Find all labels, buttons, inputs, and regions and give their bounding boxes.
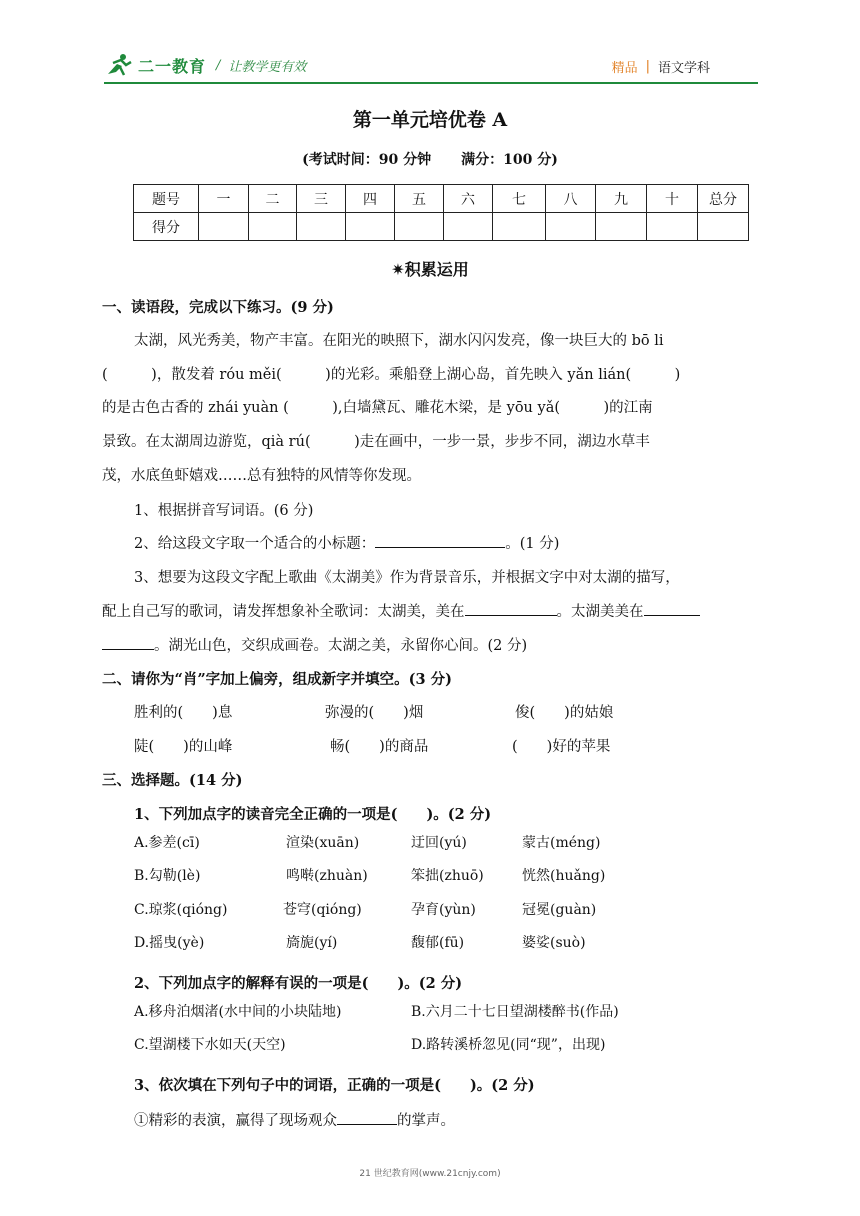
score-input-cell[interactable]: [199, 213, 249, 241]
score-cell: 九: [596, 185, 647, 213]
score-input-cell[interactable]: [444, 213, 493, 241]
q1-sub2: [134, 532, 559, 553]
q2-item: 弥漫的( )烟: [325, 705, 424, 721]
page-title: 第一单元培优卷 A: [352, 109, 508, 131]
q3-sub1: 1、下列加点字的读音完全正确的一项是( )。(2 分): [134, 806, 492, 823]
answer-blank[interactable]: [465, 601, 557, 616]
q2-item: 畅( )的商品: [330, 739, 429, 755]
score-input-cell[interactable]: [493, 213, 546, 241]
runner-logo-icon: [104, 50, 134, 80]
score-cell: 十: [647, 185, 698, 213]
q3-option-b-word: 鸣啭(zhuàn): [286, 868, 368, 884]
q1-sub3-text3: 。湖光山色，交织成画卷。太湖之美，永留你心间。(2 分): [154, 638, 528, 654]
score-input-cell[interactable]: [647, 213, 698, 241]
score-input-cell[interactable]: [596, 213, 647, 241]
score-table-score-row: [134, 213, 749, 241]
boutique-label: 精品: [611, 61, 638, 76]
score-cell: 五: [395, 185, 444, 213]
header-slogan: 让教学更有效: [228, 59, 307, 75]
q3-sub2-option-c[interactable]: C.望湖楼下水如天(天空): [134, 1037, 286, 1053]
q3-sub3-item-tail: 的掌声。: [397, 1113, 455, 1129]
q1-heading: 一、读语段，完成以下练习。(9 分): [102, 299, 334, 316]
score-cell: 六: [444, 185, 493, 213]
page-header: [104, 48, 710, 84]
q1-sub3-line2: [102, 600, 700, 621]
q3-sub3-item-text: ①精彩的表演，赢得了现场观众: [134, 1113, 337, 1129]
q3-option-a-word: 蒙古(méng): [522, 835, 601, 851]
q3-option-c-word: 冠冕(guàn): [522, 902, 597, 918]
header-right: [612, 57, 710, 76]
q3-sub3: 3、依次填在下列句子中的词语，正确的一项是( )。(2 分): [134, 1077, 535, 1094]
q1-passage-line: 太湖，风光秀美，物产丰富。在阳光的映照下，湖水闪闪发亮，像一块巨大的 bō li: [134, 333, 664, 349]
exam-time: (考试时间：90 分钟: [302, 152, 432, 168]
header-pipe: |: [645, 59, 650, 74]
q3-option-c[interactable]: C.琼浆(qióng): [134, 902, 228, 918]
q3-option-b-word: 恍然(huǎng): [522, 868, 606, 884]
q3-option-b-word: 笨拙(zhuō): [411, 868, 484, 884]
q2-item: 俊( )的姑娘: [515, 705, 614, 721]
q3-option-d[interactable]: D.摇曳(yè): [134, 935, 205, 951]
q1-passage-line: ( )，散发着 róu měi( )的光彩。乘船登上湖心岛，首先映入 yǎn lián( ): [102, 367, 681, 383]
score-cell: 二: [249, 185, 297, 213]
score-table-header-row: [134, 185, 749, 213]
q3-sub2-option-a[interactable]: A.移舟泊烟渚(水中间的小块陆地): [134, 1004, 342, 1020]
q3-option-a-word: 迂回(yú): [411, 835, 467, 851]
q3-option-c-word: 苍穹(qióng): [283, 902, 362, 918]
exam-info: [0, 149, 860, 169]
score-cell: 七: [493, 185, 546, 213]
score-cell: 题号: [134, 185, 199, 213]
score-input-cell[interactable]: [395, 213, 444, 241]
q3-sub2-option-d[interactable]: D.路转溪桥忽见(同“现”，出现): [411, 1037, 606, 1053]
q1-sub2-text: 2、给这段文字取一个适合的小标题：: [134, 536, 376, 552]
score-cell: 四: [346, 185, 395, 213]
answer-blank[interactable]: [375, 533, 505, 548]
score-cell: 总分: [698, 185, 749, 213]
q2-heading: 二、请你为“肖”字加上偏旁，组成新字并填空。(3 分): [102, 671, 453, 688]
q2-item: 陡( )的山峰: [134, 739, 233, 755]
q3-option-d-word: 婆娑(suò): [522, 935, 586, 951]
q1-sub3-line1: 3、想要为这段文字配上歌曲《太湖美》作为背景音乐，并根据文字中对太湖的描写，: [134, 570, 680, 586]
answer-blank[interactable]: [337, 1110, 397, 1125]
exam-full-score: 满分：100 分): [461, 152, 558, 168]
score-input-cell[interactable]: [346, 213, 395, 241]
q3-option-c-word: 孕育(yùn): [411, 902, 476, 918]
score-input-cell[interactable]: [297, 213, 346, 241]
subject-label: 语文学科: [657, 61, 710, 76]
q3-option-a-word: 渲染(xuān): [286, 835, 360, 851]
score-cell: 一: [199, 185, 249, 213]
logo-text: 二一教育: [138, 56, 207, 76]
q2-item: ( )好的苹果: [512, 739, 611, 755]
score-cell: 八: [546, 185, 596, 213]
q3-sub2-option-b[interactable]: B.六月二十七日望湖楼醉书(作品): [411, 1004, 619, 1020]
q1-sub1: 1、根据拼音写词语。(6 分): [134, 503, 314, 519]
answer-blank[interactable]: [644, 601, 700, 616]
q1-sub3-text2: 。太湖美美在: [556, 604, 644, 620]
section-title: ✷积累运用: [391, 260, 469, 279]
brand-logo: [104, 48, 306, 82]
score-cell: 三: [297, 185, 346, 213]
q1-passage-line: 茂，水底鱼虾嬉戏……总有独特的风情等你发现。: [102, 468, 421, 484]
q1-passage-line: 的是古色古香的 zhái yuàn ( ),白墙黛瓦、雕花木梁，是 yōu yǎ( )的江南: [102, 400, 653, 416]
score-input-cell[interactable]: [698, 213, 749, 241]
q3-option-a[interactable]: A.参差(cī): [134, 835, 200, 851]
header-divider: [104, 82, 758, 84]
q3-sub3-item: [134, 1109, 455, 1130]
score-table: [133, 184, 749, 241]
score-input-cell[interactable]: [546, 213, 596, 241]
q2-item: 胜利的( )息: [134, 705, 233, 721]
score-input-cell[interactable]: [249, 213, 297, 241]
score-cell: 得分: [134, 213, 199, 241]
q3-option-b[interactable]: B.勾勒(lè): [134, 868, 201, 884]
q3-sub2: 2、下列加点字的解释有误的一项是( )。(2 分): [134, 975, 463, 992]
q3-option-d-word: 旖旎(yí): [286, 935, 338, 951]
q3-heading: 三、选择题。(14 分): [102, 772, 243, 789]
page-footer: 21 世纪教育网(www.21cnjy.com): [359, 1169, 501, 1179]
q1-sub3-text: 配上自己写的歌词，请发挥想象补全歌词：太湖美，美在: [102, 604, 465, 620]
q1-sub3-line3: [102, 634, 527, 655]
answer-blank[interactable]: [102, 635, 154, 650]
q3-option-d-word: 馥郁(fū): [411, 935, 465, 951]
header-separator: /: [216, 57, 221, 73]
q1-passage-line: 景致。在太湖周边游览，qià rú( )走在画中，一步一景，步步不同，湖边水草丰: [102, 434, 650, 450]
q1-sub2-tail: 。(1 分): [505, 536, 560, 552]
